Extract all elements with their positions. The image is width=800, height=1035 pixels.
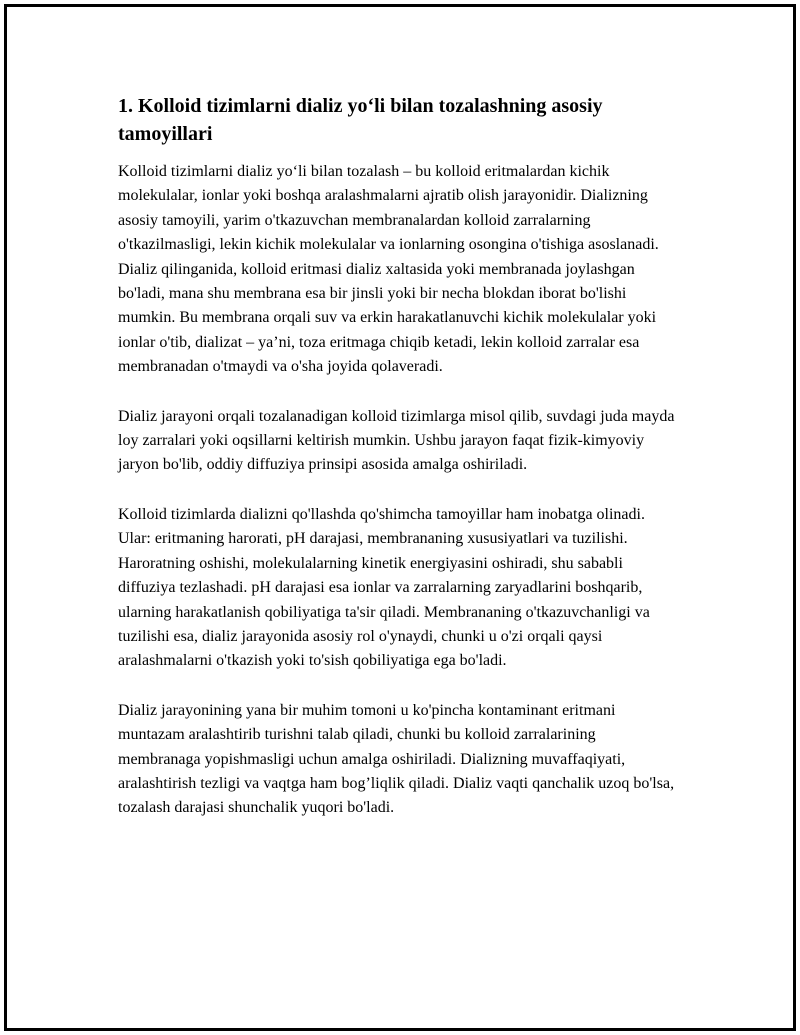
paragraph-4: Dializ jarayonining yana bir muhim tomoni u ko'pincha kontaminant eritmani muntazam aralashtirib turishni talab qiladi, chunki bu kolloid zarralarining membranaga yopishmasligi uchun amalga oshiriladi. Dializning muvaffaqiyati, aralashtirish tezligi va vaqtga ham bog’liqlik qiladi. Dializ vaqti qanchalik uzoq bo'lsa, tozalash darajasi shunchalik yuqori bo'ladi. (118, 701, 675, 817)
section-heading: 1. Kolloid tizimlarni dializ yo‘li bilan tozalashning asosiy tamoyillari (118, 95, 603, 145)
paragraph-3: Kolloid tizimlarda dializni qo'llashda qo'shimcha tamoyillar ham inobatga olinadi. Ular: eritmaning harorati, pH darajasi, membrananing xususiyatlari va tuzilishi. Haroratning oshishi, molekulalarning kinetik energiyasini oshiradi, shu sababli diffuziya tezlashadi. pH darajasi esa ionlar va zarralarning zaryadlarini boshqarib, ularning harakatlanish qobiliyatiga ta'sir qiladi. Membrananing o'tkazuvchanligi va tuzilishi esa, dializ jarayonida asosiy rol o'ynaydi, chunki u o'zi orqali qaysi aralashmalarni o'tkazish yoki to'sish qobiliyatiga ega bo'ladi. (118, 505, 650, 670)
paragraph-1: Kolloid tizimlarni dializ yo‘li bilan tozalash – bu kolloid eritmalardan kichik molekulalar, ionlar yoki boshqa aralashmalarni ajratib olish jarayonidir. Dializning asosiy tamoyili, yarim o'tkazuvchan membranalardan kolloid zarralarning o'tkazilmasligi, lekin kichik molekulalar va ionlarning osongina o'tishiga asoslanadi. Dializ qilinganida, kolloid eritmasi dializ xaltasida yoki membranada joylashgan bo'ladi, mana shu membrana esa bir jinsli yoki bir necha blokdan iborat bo'lishi mumkin. Bu membrana orqali suv va erkin harakatlanuvchi kichik molekulalar yoki ionlar o'tib, dializat – ya’ni, toza eritmaga chiqib ketadi, lekin kolloid zarralar esa membranadan o'tmaydi va o'sha joyida qolaveradi. (118, 163, 659, 376)
document-body (118, 92, 678, 846)
paragraph-2: Dializ jarayoni orqali tozalanadigan kolloid tizimlarga misol qilib, suvdagi juda mayda loy zarralari yoki oqsillarni keltirish mumkin. Ushbu jarayon faqat fizik-kimyoviy jaryon bo'lib, oddiy diffuziya prinsipi asosida amalga oshiriladi. (118, 407, 675, 474)
